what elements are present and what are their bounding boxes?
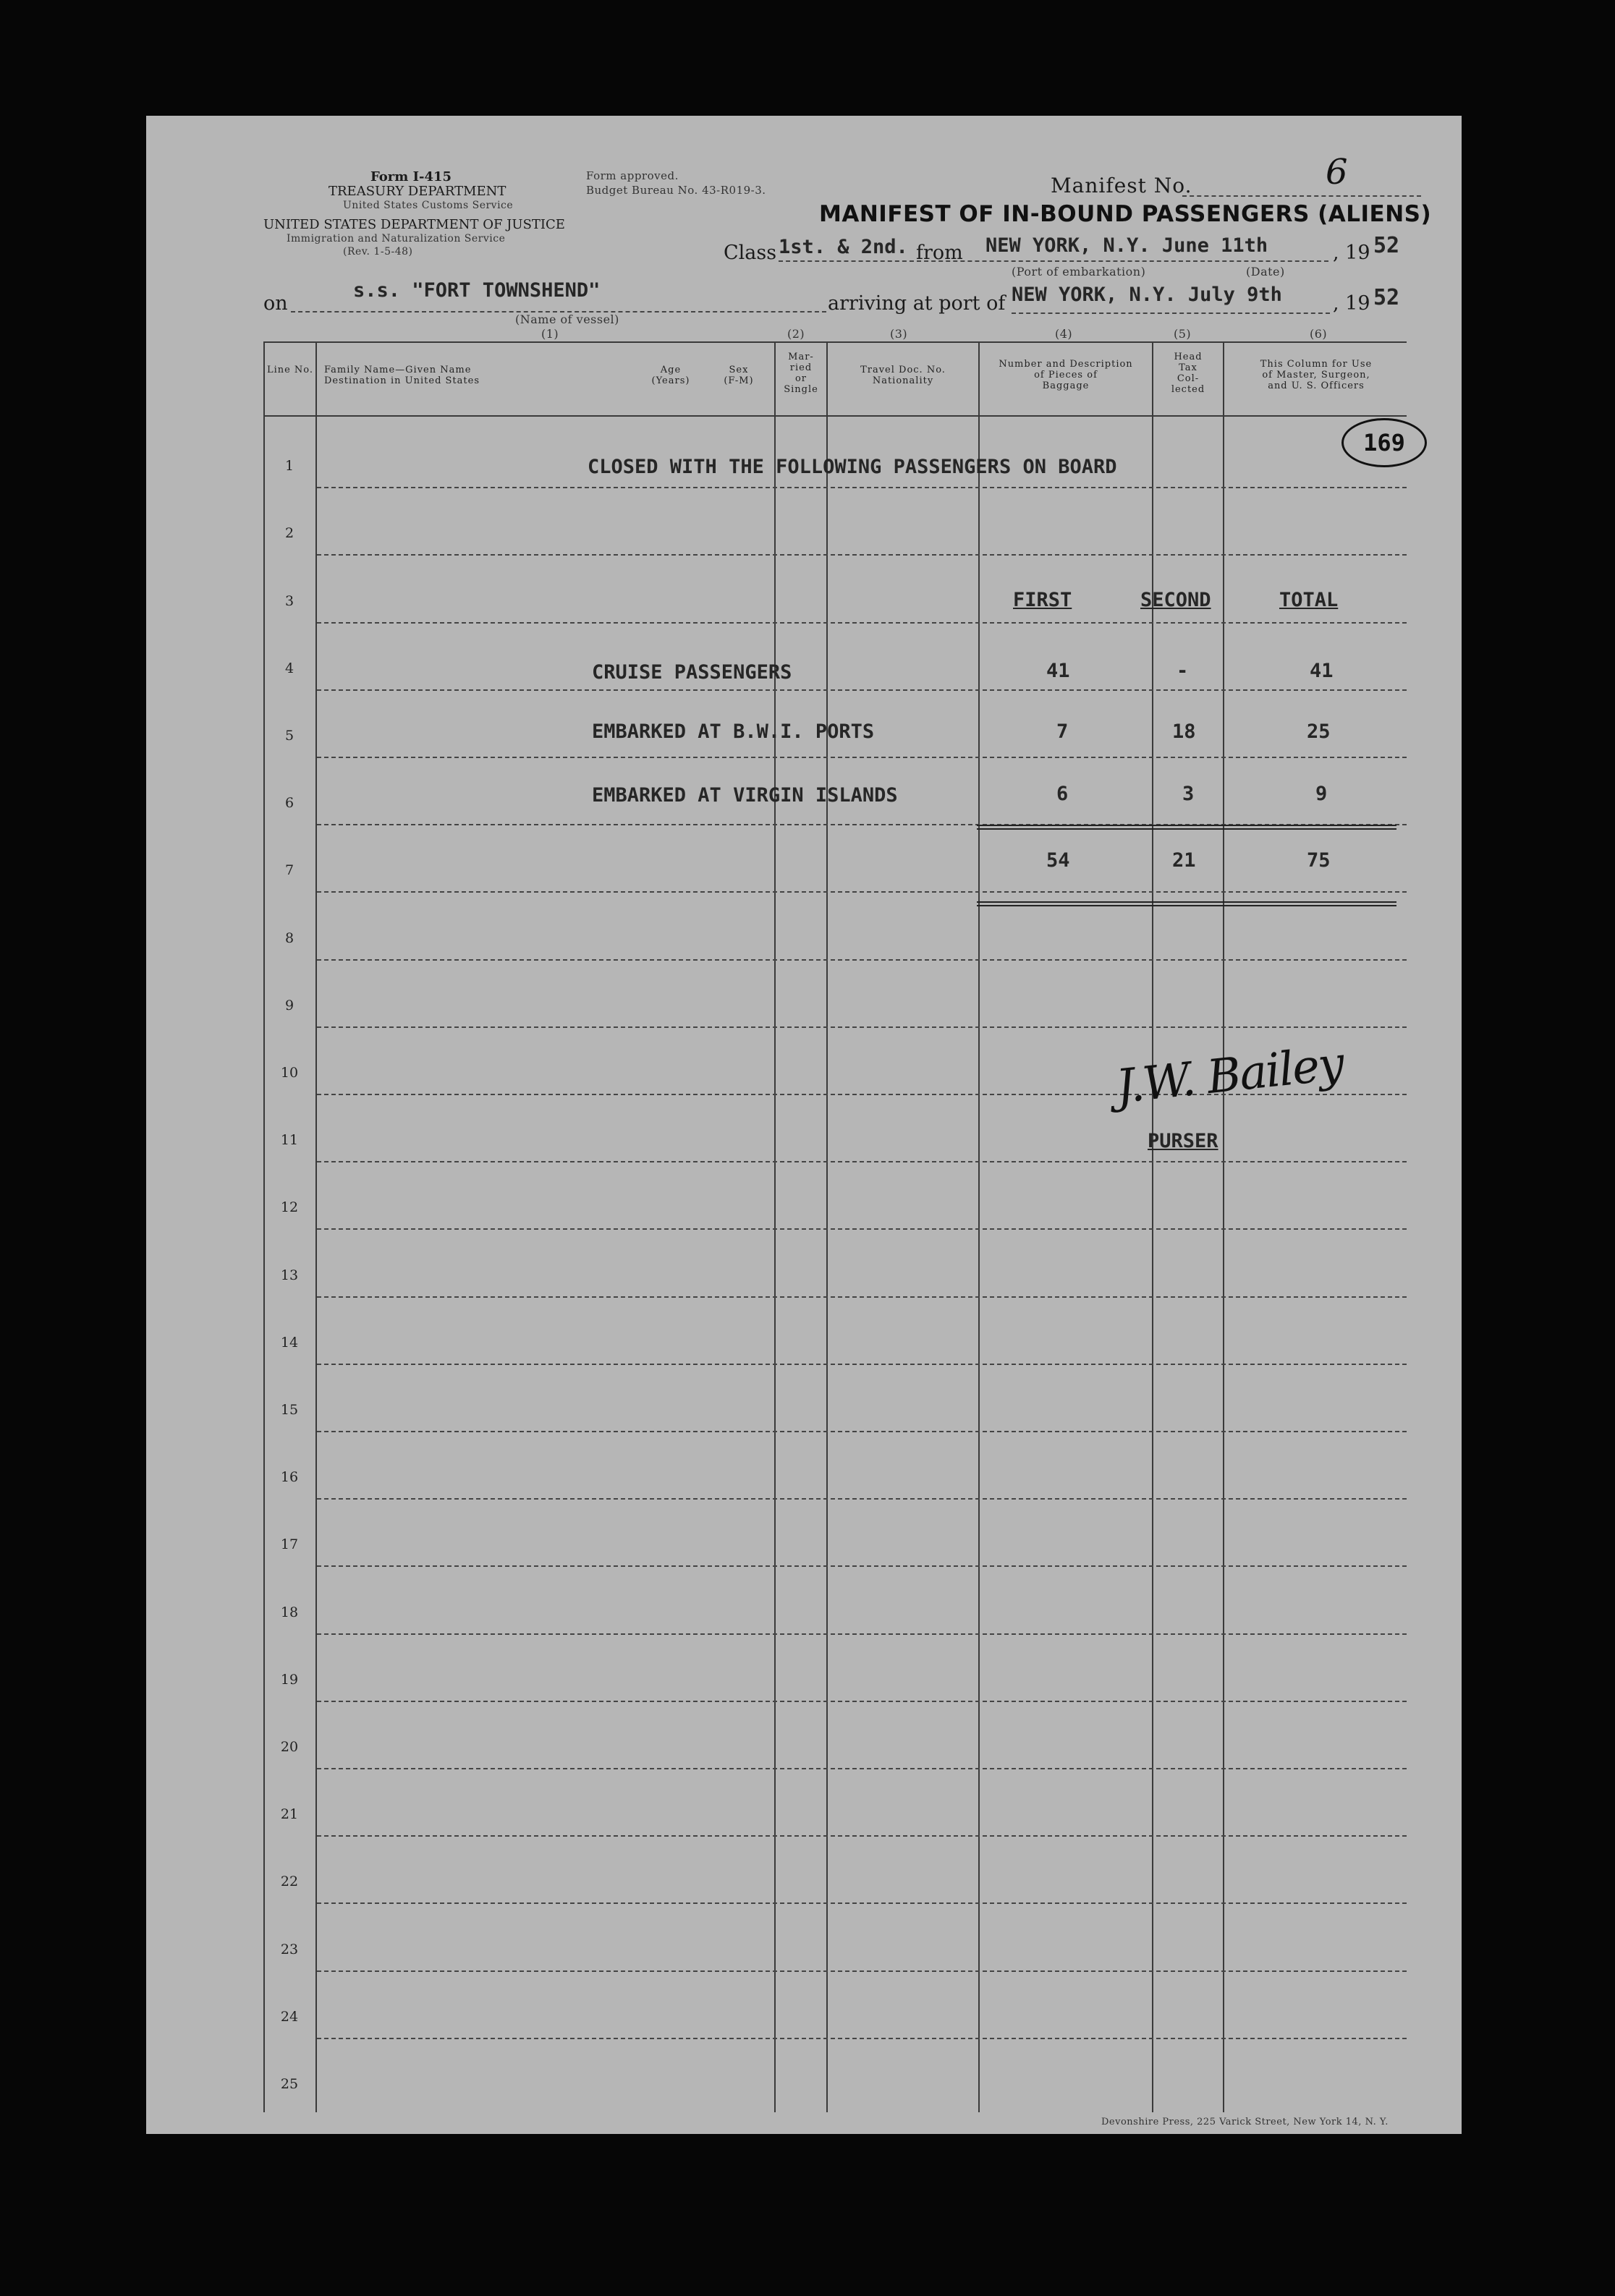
row-rule [317, 1701, 1407, 1702]
row-rule [317, 1296, 1407, 1298]
from-label: from [916, 242, 963, 264]
header-line-no: Line No. [266, 365, 314, 375]
row-rule [317, 554, 1407, 556]
class-label: Class [724, 242, 777, 264]
header-officers: This Column for Use of Master, Surgeon, and U. S. Officers [1260, 359, 1373, 391]
row-number: 6 [284, 795, 294, 812]
row-number: 15 [280, 1402, 299, 1418]
row-rule [317, 1364, 1407, 1365]
row-rule [317, 1228, 1407, 1230]
cruise-total: 41 [1310, 660, 1334, 682]
col-divider-line [315, 341, 317, 2112]
row-rule [317, 1498, 1407, 1500]
virgin-first: 6 [1056, 783, 1069, 805]
purser-signature: J.W. Bailey [1113, 1037, 1346, 1115]
year-prefix-1: , 19 [1333, 242, 1370, 264]
row-rule [317, 1902, 1407, 1904]
class-value: 1st. & 2nd. [779, 236, 908, 258]
sum-second: 21 [1172, 849, 1196, 872]
col-divider-married [774, 341, 776, 2112]
manifest-label: Manifest No. [1051, 174, 1192, 197]
vessel-caption: (Name of vessel) [515, 312, 619, 326]
row-number: 24 [280, 2008, 299, 2025]
sum-rule-bottom-2 [977, 905, 1396, 906]
row-number: 21 [280, 1806, 299, 1823]
form-number: Form I-415 [370, 169, 452, 184]
row-number: 14 [280, 1334, 299, 1351]
arriving-value: NEW YORK, N.Y. July 9th [1012, 284, 1282, 306]
table-header-border [263, 415, 1407, 417]
bwi-total: 25 [1307, 720, 1331, 743]
row-rule [317, 1431, 1407, 1432]
printer-imprint: Devonshire Press, 225 Varick Street, New York 14, N. Y. [1101, 2117, 1389, 2127]
header-married: Mar- ried or Single [784, 352, 818, 395]
line-label-bwi: EMBARKED AT B.W.I. PORTS [592, 720, 875, 743]
row-number: 13 [280, 1267, 299, 1283]
from-value: NEW YORK, N.Y. June 11th [985, 234, 1268, 257]
col-num-6: (6) [1310, 327, 1328, 341]
form-approved: Form approved. [586, 169, 679, 182]
row-number: 8 [284, 930, 294, 946]
row-rule [317, 891, 1407, 893]
row-number: 7 [284, 862, 294, 879]
table-left-border [263, 341, 265, 2112]
treasury-dept: TREASURY DEPARTMENT [328, 184, 506, 199]
col-first-header: FIRST [1013, 589, 1072, 611]
col-num-2: (2) [787, 327, 805, 341]
row-number: 17 [280, 1536, 299, 1553]
row-rule [317, 2038, 1407, 2039]
date-caption: (Date) [1246, 265, 1285, 279]
sum-first: 54 [1046, 849, 1070, 872]
row-rule [317, 757, 1407, 758]
arriving-line [1012, 312, 1330, 314]
vessel-col: (1) [541, 327, 559, 341]
revision: (Rev. 1-5-48) [343, 246, 413, 258]
row-number: 23 [280, 1941, 299, 1957]
row-rule [317, 622, 1407, 624]
sum-rule-top [977, 825, 1396, 826]
col-divider-baggage [978, 341, 980, 2112]
manifest-page [146, 116, 1462, 2134]
virgin-total: 9 [1315, 783, 1328, 805]
col-num-5: (5) [1174, 327, 1192, 341]
row-number: 2 [284, 525, 294, 542]
line-label-cruise: CRUISE PASSENGERS [592, 661, 792, 684]
row-number: 18 [280, 1604, 299, 1620]
sum-total: 75 [1307, 849, 1331, 872]
col-num-3: (3) [890, 327, 908, 341]
row-number: 10 [280, 1065, 299, 1081]
justice-dept: UNITED STATES DEPARTMENT OF JUSTICE [263, 217, 565, 232]
page-stamp: 169 [1341, 418, 1427, 467]
row-number: 9 [284, 997, 294, 1013]
customs-service: United States Customs Service [343, 200, 514, 211]
table-top-border [263, 341, 1407, 343]
row-number: 19 [280, 1671, 299, 1688]
row-number: 12 [280, 1199, 299, 1216]
from-line [779, 260, 1328, 262]
sum-rule-bottom [977, 901, 1396, 903]
purser-title: PURSER [1148, 1130, 1218, 1152]
header-headtax: Head Tax Col- lected [1171, 352, 1205, 395]
row-rule [317, 1835, 1407, 1837]
virgin-second: 3 [1182, 783, 1195, 805]
line-label-virgin: EMBARKED AT VIRGIN ISLANDS [592, 784, 898, 807]
on-label: on [263, 292, 288, 315]
port-embark-caption: (Port of embarkation) [1012, 265, 1146, 279]
row-rule [317, 1970, 1407, 1972]
row-rule [317, 689, 1407, 691]
row-number: 22 [280, 1874, 299, 1890]
row-number: 1 [284, 458, 294, 475]
cruise-second: - [1177, 660, 1189, 682]
col-num-4: (4) [1055, 327, 1073, 341]
header-name: Family Name—Given Name Destination in United States [324, 365, 480, 386]
col-divider-travel [826, 341, 828, 2112]
col-divider-officers [1223, 341, 1224, 2112]
header-baggage: Number and Description of Pieces of Baggage [999, 359, 1133, 391]
bwi-first: 7 [1056, 720, 1069, 743]
row-number: 20 [280, 1739, 299, 1755]
row-rule [317, 1026, 1407, 1028]
vessel-name: s.s. "FORT TOWNSHEND" [353, 279, 601, 302]
row-rule [317, 1565, 1407, 1567]
col-total-header: TOTAL [1279, 589, 1339, 611]
manifest-number: 6 [1326, 152, 1348, 192]
row-rule [317, 959, 1407, 961]
closed-statement: CLOSED WITH THE FOLLOWING PASSENGERS ON BOARD [588, 456, 1117, 478]
header-sex: Sex (F-M) [724, 365, 754, 386]
header-age: Age (Years) [651, 365, 690, 386]
cruise-first: 41 [1046, 660, 1070, 682]
bwi-second: 18 [1172, 720, 1196, 743]
manifest-line [1182, 195, 1421, 197]
row-number: 3 [284, 592, 294, 609]
ins-service: Immigration and Naturalization Service [287, 233, 506, 245]
row-rule [317, 1633, 1407, 1635]
row-number: 16 [280, 1469, 299, 1486]
col-second-header: SECOND [1140, 589, 1211, 611]
row-rule [317, 1161, 1407, 1162]
row-number: 5 [284, 728, 294, 744]
header-travel: Travel Doc. No. Nationality [860, 365, 946, 386]
row-number: 11 [280, 1132, 299, 1149]
year-1: 52 [1373, 233, 1400, 258]
arriving-label: arriving at port of [828, 292, 1006, 315]
year-2: 52 [1373, 285, 1400, 310]
page-title: MANIFEST OF IN-BOUND PASSENGERS (ALIENS) [819, 201, 1432, 227]
row-rule [317, 1768, 1407, 1769]
row-number: 4 [284, 660, 294, 676]
budget-bureau: Budget Bureau No. 43-R019-3. [586, 184, 766, 197]
year-prefix-2: , 19 [1333, 292, 1370, 315]
row-rule [317, 487, 1407, 488]
sum-rule-top-2 [977, 828, 1396, 830]
row-number: 25 [280, 2076, 299, 2092]
